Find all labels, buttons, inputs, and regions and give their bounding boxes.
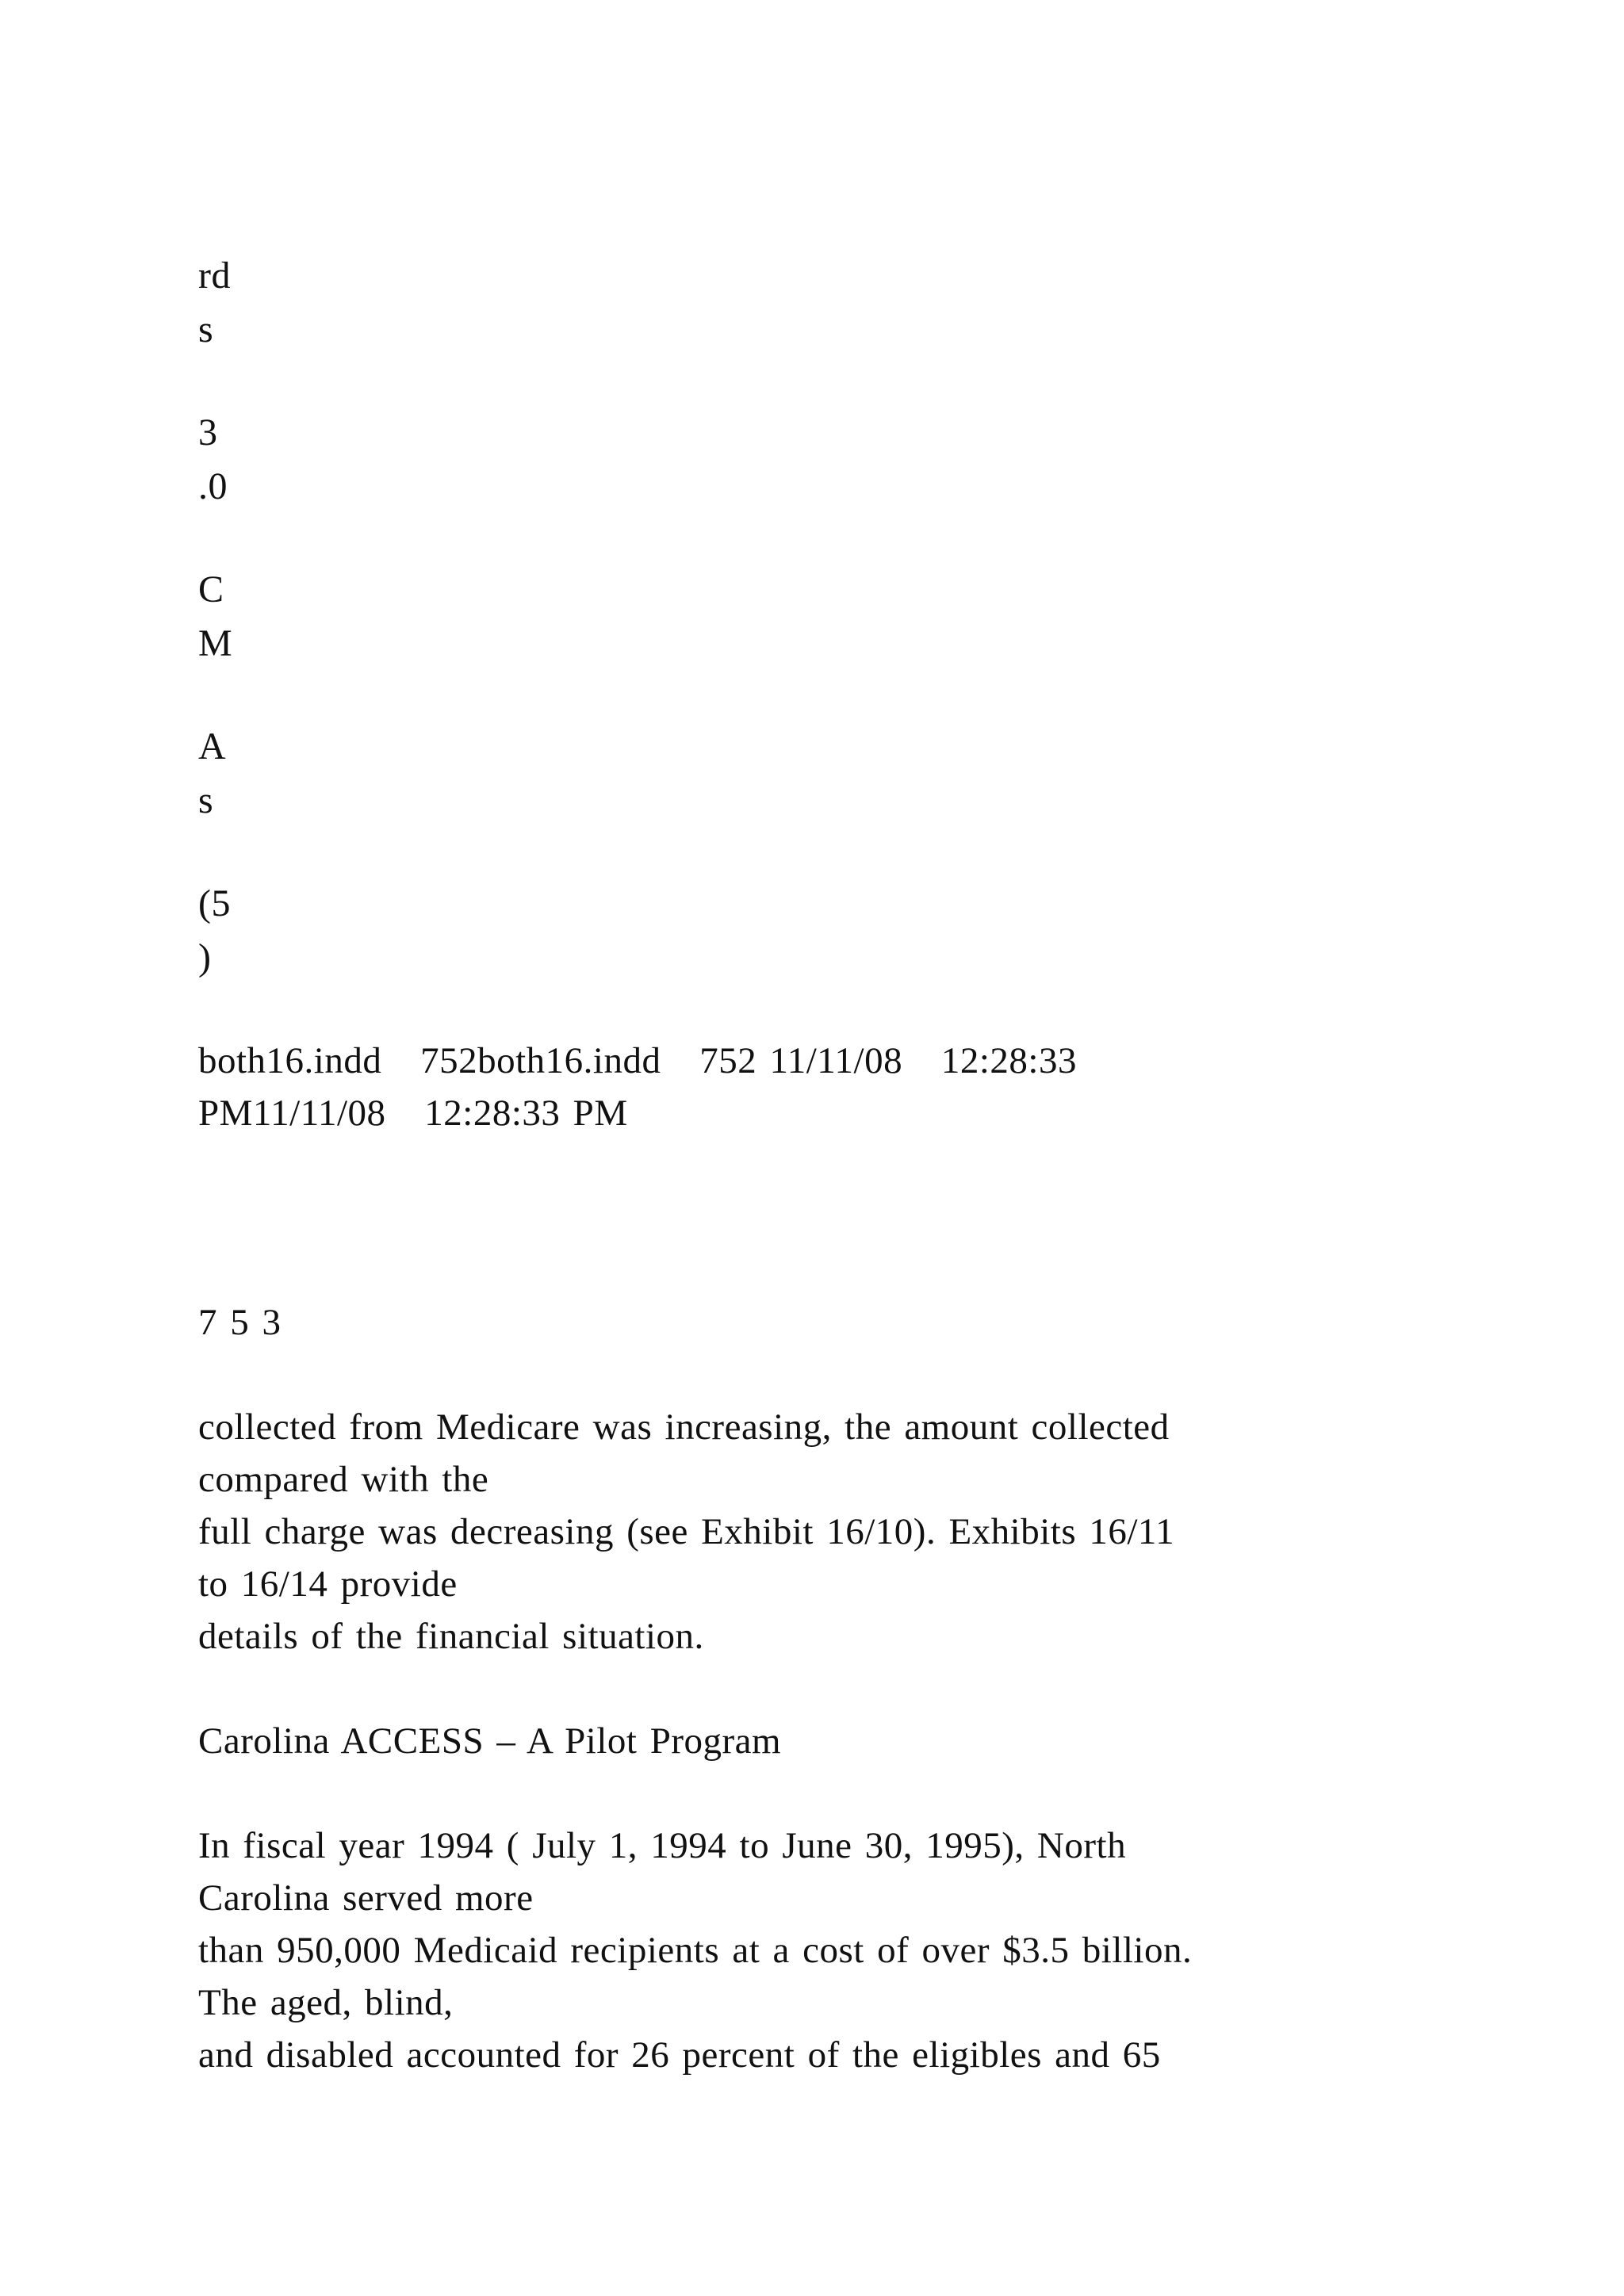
paragraph-line: compared with the [198, 1459, 489, 1500]
paragraph-line: and disabled accounted for 26 percent of the eligibles and 65 [198, 2034, 1161, 2076]
paragraph-line: In fiscal year 1994 ( July 1, 1994 to June 30, 1995), North [198, 1825, 1127, 1866]
paragraph-line: details of the financial situation. [198, 1616, 704, 1657]
fragment-text: s [198, 779, 214, 821]
fragment-text: .0 [198, 465, 228, 507]
slug-line: PM11/11/08 12:28:33 PM [198, 1093, 628, 1134]
fragment-text: s [198, 308, 214, 350]
fragment-text: C [198, 568, 224, 610]
paragraph-line: than 950,000 Medicaid recipients at a cost of over $3.5 billion. [198, 1930, 1193, 1971]
paragraph-line: The aged, blind, [198, 1982, 454, 2023]
paragraph-line: Carolina served more [198, 1877, 534, 1919]
page-number: 7 5 3 [198, 1302, 282, 1343]
fragment-text: (5 [198, 882, 231, 924]
fragment-text: rd [198, 254, 231, 297]
fragment-text: A [198, 725, 227, 767]
fragment-text: 3 [198, 411, 218, 453]
section-heading: Carolina ACCESS – A Pilot Program [198, 1720, 782, 1762]
fragment-text: ) [198, 936, 212, 978]
slug-line: both16.indd 752both16.indd 752 11/11/08 12:28:33 [198, 1040, 1077, 1081]
paragraph-line: to 16/14 provide [198, 1563, 458, 1605]
paragraph-line: full charge was decreasing (see Exhibit 16/10). Exhibits 16/11 [198, 1511, 1175, 1552]
fragment-text: M [198, 622, 233, 664]
paragraph-line: collected from Medicare was increasing, the amount collected [198, 1406, 1170, 1448]
